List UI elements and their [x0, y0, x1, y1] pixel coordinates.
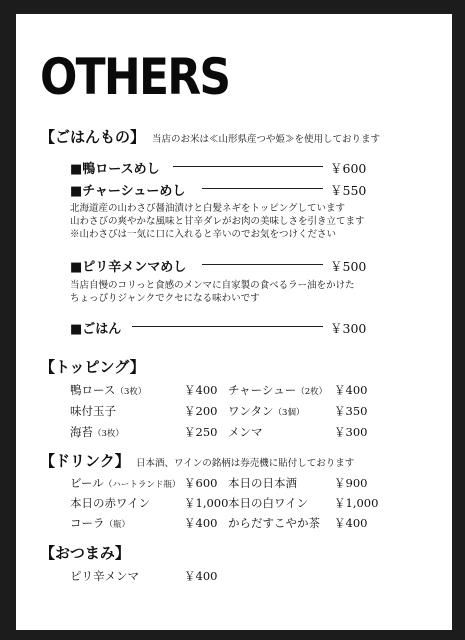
- topping-item-price: ￥350: [334, 404, 368, 418]
- topping-item-price: ￥300: [334, 425, 368, 439]
- section-heading-topping: 【トッピング】: [40, 358, 145, 376]
- leader-line: [173, 166, 323, 167]
- menu-item-name: ■ピリ辛メンマめし: [70, 260, 187, 275]
- drink-item-price: ￥900: [334, 476, 368, 490]
- menu-item-description-line: ※山わさびは一気に口に入れると辛いのでお気をつけください: [70, 229, 337, 240]
- section-heading-gohan: 【ごはんもの】: [40, 128, 146, 146]
- drink-item-price: ￥600: [184, 476, 218, 490]
- topping-item-name: ワンタン（3個）: [228, 404, 305, 418]
- drink-item-price: ￥400: [334, 516, 368, 530]
- topping-item-name: 味付玉子: [70, 404, 116, 418]
- topping-item-name: メンマ: [228, 425, 263, 439]
- section-note-drink: 日本酒、ワインの銘柄は券売機に貼付しております: [136, 458, 355, 469]
- topping-item-price: ￥250: [184, 425, 218, 439]
- menu-item-price: ￥500: [330, 259, 367, 274]
- topping-item-name: 海苔（3枚）: [70, 425, 124, 439]
- menu-item-description-line: 山わさびの爽やかな風味と甘辛ダレがお肉の美味しさを引き立てます: [70, 216, 365, 227]
- menu-item-price: ￥300: [330, 321, 367, 336]
- section-heading-otsumami: 【おつまみ】: [40, 544, 130, 562]
- drink-item-name: ビール（ハートランド瓶）: [70, 476, 181, 490]
- menu-item-name: ■鴨ロースめし: [70, 162, 160, 177]
- leader-line: [132, 326, 323, 327]
- drink-item-name: 本日の白ワイン: [228, 496, 309, 510]
- topping-item-name: チャーシュー（2枚）: [228, 383, 328, 397]
- leader-line: [202, 188, 323, 189]
- menu-item-name: ■チャーシューめし: [70, 184, 186, 199]
- menu-item-price: ￥600: [330, 161, 367, 176]
- drink-item-name: 本日の日本酒: [228, 476, 297, 490]
- drink-item-name: 本日の赤ワイン: [70, 496, 151, 510]
- drink-item-price: ￥1,000: [184, 496, 229, 510]
- drink-item-name: からだすこやか茶: [228, 516, 320, 530]
- topping-item-price: ￥400: [184, 383, 218, 397]
- topping-item-price: ￥400: [334, 383, 368, 397]
- page-title: OTHERS: [40, 48, 230, 106]
- menu-page: [16, 14, 452, 630]
- menu-item-price: ￥550: [330, 183, 367, 198]
- menu-item-description-line: ちょっぴりジャンクでクセになる味わいです: [70, 293, 260, 304]
- menu-item-name: ■ごはん: [70, 322, 122, 337]
- otsumami-item-price: ￥400: [184, 569, 218, 583]
- leader-line: [202, 264, 323, 265]
- drink-item-name: コーラ（瓶）: [70, 516, 131, 530]
- drink-item-price: ￥400: [184, 516, 218, 530]
- drink-item-price: ￥1,000: [334, 496, 379, 510]
- topping-item-name: 鴨ロース（3枚）: [70, 383, 147, 397]
- menu-item-description-line: 北海道産の山わさび醤油漬けと白髪ネギをトッピングしています: [70, 203, 346, 214]
- menu-item-description-line: 当店自慢のコリっと食感のメンマに自家製の食べるラー油をかけた: [70, 280, 355, 291]
- topping-item-price: ￥200: [184, 404, 218, 418]
- otsumami-item-name: ピリ辛メンマ: [70, 569, 139, 583]
- section-note-gohan: 当店のお米は≪山形県産つや姫≫を使用しております: [152, 134, 381, 145]
- section-heading-drink: 【ドリンク】: [40, 452, 130, 470]
